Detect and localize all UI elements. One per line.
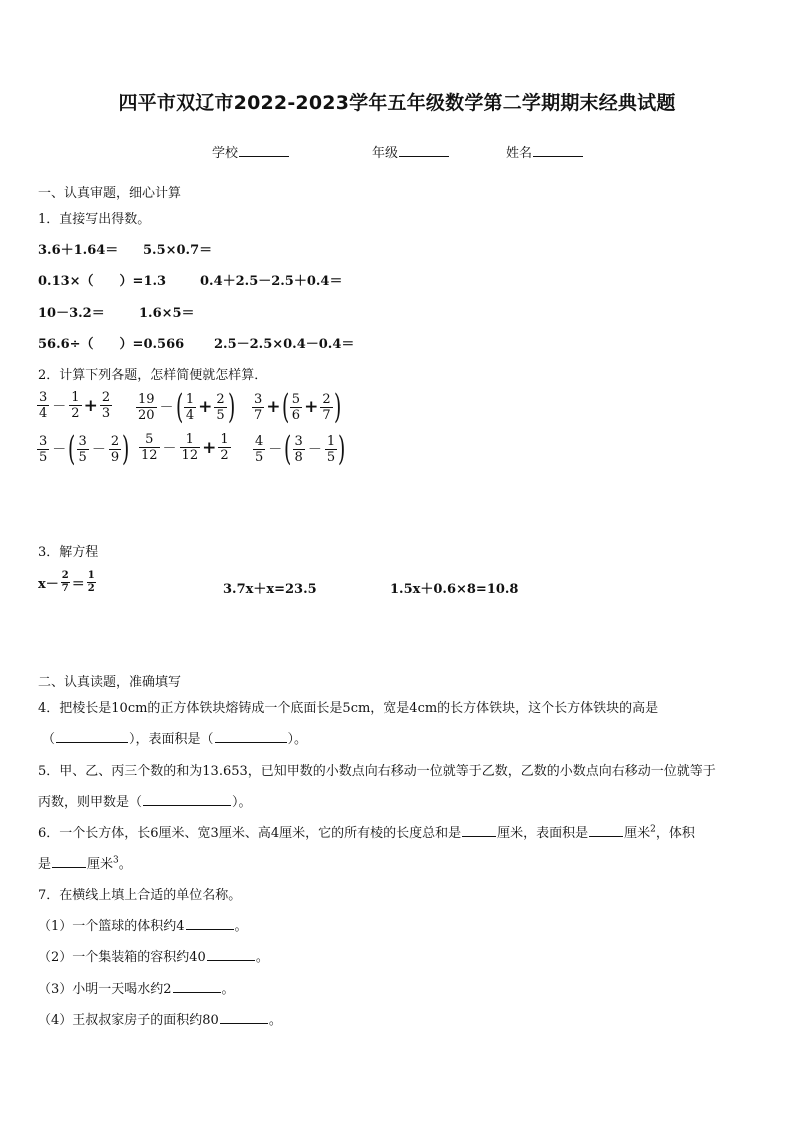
fraction: $\frac{19}{20}$ — [138, 391, 155, 423]
q2-label: 2．计算下列各题，怎样简便就怎样算． — [38, 368, 268, 383]
q1-item: 5.5×0.7＝ — [143, 243, 213, 258]
right-paren-icon: ) — [333, 387, 341, 427]
q1-item: 2.5－2.5×0.4－0.4＝ — [214, 337, 355, 352]
fraction: $\frac{1}{2}$ — [71, 390, 80, 421]
q7-item-1: （1）一个篮球的体积约4 。 — [38, 919, 248, 934]
fraction: $\frac{4}{5}$ — [255, 433, 264, 465]
answer-blank[interactable] — [462, 824, 496, 837]
q1-item: 56.6÷（ ）=0.566 — [38, 337, 185, 352]
q6-line2: 是 厘米$^3$。 — [38, 855, 132, 872]
q1-label: 1．直接写出得数。 — [38, 212, 151, 227]
fraction: 2 7 — [61, 570, 69, 594]
q1-item: 3.6＋1.64＝ — [38, 243, 119, 258]
fraction: $\frac{2}{7}$ — [322, 391, 331, 423]
section2-heading: 二、认真读题，准确填写 — [38, 675, 182, 690]
expr-6: $\frac{4}{5}$ － ( $\frac{3}{8}$ － $\frac{1}{5}$ ) — [255, 429, 346, 469]
fraction: $\frac{2}{5}$ — [216, 391, 225, 423]
q1-item: 0.13×（ ）=1.3 — [38, 274, 167, 289]
equation-1: x－ 2 7 ＝ 1 2 — [38, 570, 95, 594]
q4-line2: （ ），表面积是（ ）。 — [42, 732, 308, 747]
fraction: $\frac{3}{8}$ — [294, 433, 303, 465]
answer-blank[interactable] — [207, 948, 255, 961]
fraction: $\frac{5}{6}$ — [291, 391, 301, 423]
q1-item: 10－3.2＝ — [38, 306, 105, 321]
fraction: $\frac{3}{5}$ — [78, 433, 87, 465]
grade-label: 年级 — [372, 146, 399, 161]
q6-line1: 6．一个长方体，长6厘米、宽3厘米、高4厘米，它的所有棱的长度总和是 厘米，表面积是 厘米$^2$，体积 — [38, 824, 695, 841]
left-paren-icon: ( — [175, 387, 183, 427]
right-paren-icon: ) — [122, 429, 130, 469]
expr-4: $\frac{3}{5}$ － ( $\frac{3}{5}$ － $\frac{2}{9}$ ) — [39, 429, 130, 469]
q3-label: 3．解方程 — [38, 545, 99, 560]
expr-2: $\frac{19}{20}$ － ( $\frac{1}{4}$ + $\frac{2}{5}$ ) — [138, 387, 235, 427]
q7-item-2: （2）一个集装箱的容积约40 。 — [38, 950, 269, 965]
grade-blank[interactable] — [399, 144, 449, 157]
answer-blank[interactable] — [215, 730, 287, 743]
answer-blank[interactable] — [52, 855, 86, 868]
answer-blank[interactable] — [589, 824, 623, 837]
fraction: $\frac{5}{12}$ — [141, 432, 158, 463]
right-paren-icon: ) — [227, 387, 235, 427]
fraction: 1 2 — [87, 570, 95, 594]
expr-1: $\frac{3}{4}$ － $\frac{1}{2}$ + $\frac{2}{3}$ — [39, 390, 111, 421]
school-blank[interactable] — [239, 144, 289, 157]
q7-label: 7．在横线上填上合适的单位名称。 — [38, 888, 242, 903]
school-field[interactable] — [212, 142, 290, 161]
fraction: $\frac{1}{2}$ — [220, 432, 229, 463]
q5-line2: 丙数，则甲数是（ ）。 — [38, 795, 252, 810]
q1-item: 1.6×5＝ — [139, 306, 195, 321]
left-paren-icon: ( — [284, 429, 292, 469]
right-paren-icon: ) — [338, 429, 346, 469]
fraction: $\frac{1}{5}$ — [326, 433, 336, 465]
answer-blank[interactable] — [143, 793, 231, 806]
answer-blank[interactable] — [186, 917, 234, 930]
q7-item-4: （4）王叔叔家房子的面积约80 。 — [38, 1013, 282, 1028]
name-field[interactable] — [506, 142, 584, 161]
fraction: $\frac{1}{4}$ — [185, 391, 195, 423]
expr-5: $\frac{5}{12}$ － $\frac{1}{12}$ + $\frac{1}{2}$ — [141, 432, 229, 463]
name-blank[interactable] — [533, 144, 583, 157]
fraction: $\frac{2}{3}$ — [101, 390, 111, 421]
equation-3: 1.5x＋0.6×8=10.8 — [390, 582, 519, 597]
q1-item: 0.4＋2.5－2.5＋0.4＝ — [200, 274, 343, 289]
q4-line1: 4．把棱长是10cm的正方体铁块熔铸成一个底面长是5cm，宽是4cm的长方体铁块，这个长方体铁块的高是 — [38, 701, 659, 716]
q5-line1: 5．甲、乙、丙三个数的和为13.653，已知甲数的小数点向右移动一位就等于乙数，乙数的小数点向右移动一位就等于 — [38, 764, 716, 779]
fraction: $\frac{2}{9}$ — [110, 433, 120, 465]
left-paren-icon: ( — [281, 387, 289, 427]
fraction: $\frac{3}{5}$ — [39, 433, 48, 465]
section1-heading: 一、认真审题，细心计算 — [38, 186, 182, 201]
q7-item-3: （3）小明一天喝水约2 。 — [38, 982, 235, 997]
equation-2: 3.7x＋x=23.5 — [223, 582, 317, 597]
page-title: 四平市双辽市2022-2023学年五年级数学第二学期期末经典试题 — [118, 92, 676, 114]
answer-blank[interactable] — [56, 730, 128, 743]
answer-blank[interactable] — [220, 1011, 268, 1024]
name-label: 姓名 — [506, 146, 533, 161]
school-label: 学校 — [212, 146, 239, 161]
answer-blank[interactable] — [173, 980, 221, 993]
grade-field[interactable] — [372, 142, 450, 161]
left-paren-icon: ( — [68, 429, 76, 469]
fraction: $\frac{3}{7}$ — [254, 391, 263, 423]
fraction: $\frac{1}{12}$ — [181, 432, 199, 463]
fraction: $\frac{3}{4}$ — [39, 390, 48, 421]
expr-3: $\frac{3}{7}$ + ( $\frac{5}{6}$ + $\frac{2}{7}$ ) — [254, 387, 341, 427]
